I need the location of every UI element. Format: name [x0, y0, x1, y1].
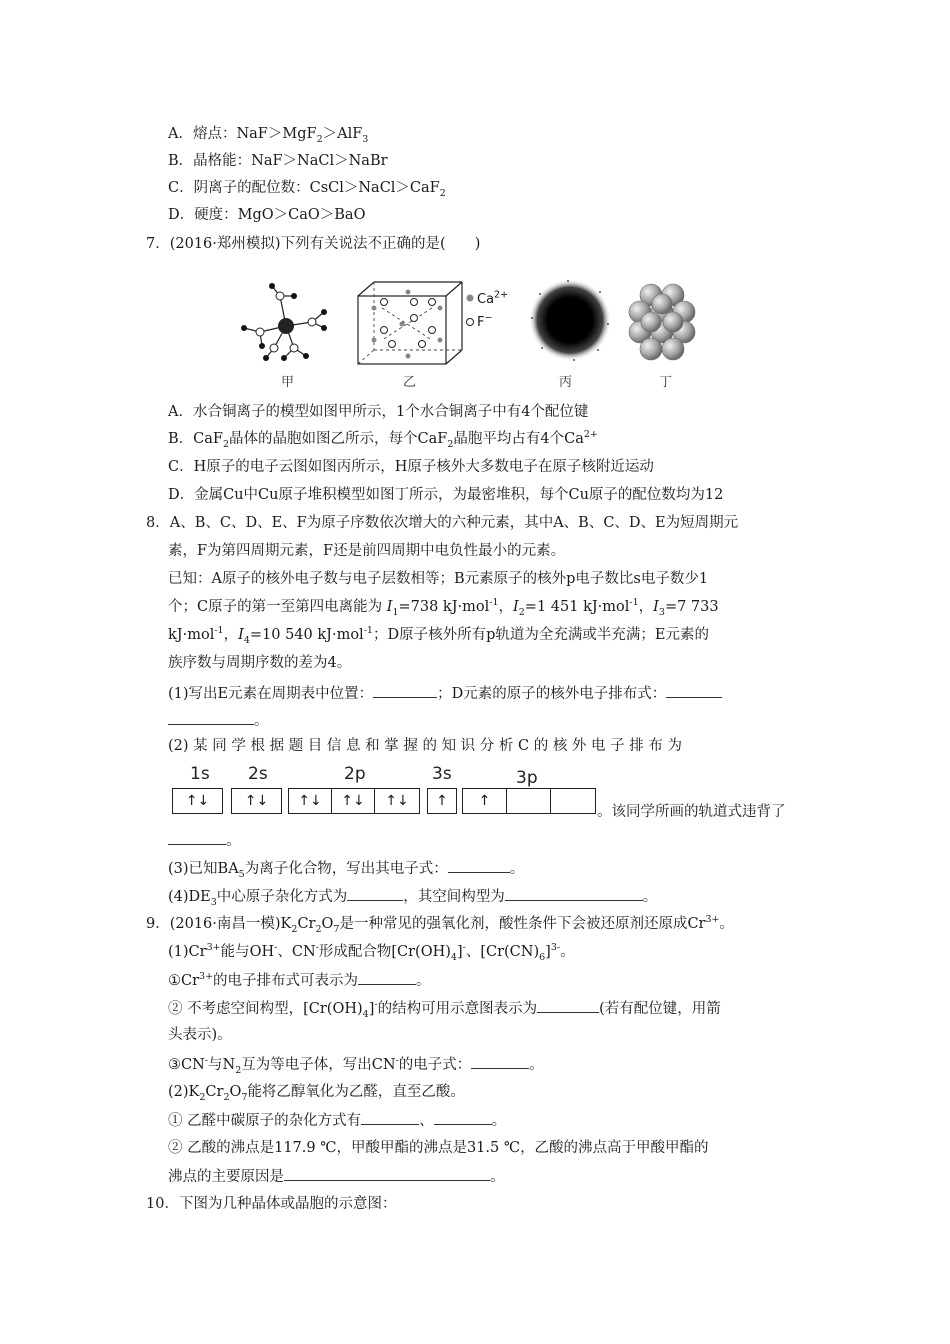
q7-option-c: C．H原子的电子云图如图丙所示，H原子核外大多数电子在原子核附近运动 [168, 459, 654, 475]
orbital-cell: ↑↓ [289, 789, 332, 813]
orbital-box-2s [231, 788, 282, 814]
q9-1-2-cont: 头表示)。 [168, 1027, 232, 1043]
figure-label-ding: 丁 [659, 375, 673, 390]
q8-part-4: $(4)DE_3$中心原子杂化方式为 ，其空间构型为 。 [168, 886, 657, 907]
answer-blank[interactable] [168, 710, 254, 725]
q8-line-5: kJ·mol$^{-1}$，$I_4=10$ 540 kJ·mol$^{-1}$；D原子核外所有p轨道为全充满或半充满；E元素的 [168, 625, 709, 646]
orbital-label-2s: 2s [248, 764, 268, 784]
orbital-label-3p: 3p [516, 768, 538, 788]
legend-f: F− [477, 312, 493, 330]
q9-2-2-cont: 沸点的主要原因是 。 [168, 1166, 505, 1187]
figure-label-bing: 丙 [559, 375, 573, 390]
q8-line-4: 个；C原子的第一至第四电离能为 $I_1=738$ kJ·mol$^{-1}$，$I_2=1$ 451 kJ·mol$^{-1}$，$I_3=7$ 733 [168, 597, 719, 618]
orbital-cell: ↑ [436, 793, 448, 809]
q6-option-c: C．阴离子的配位数：CsCl＞NaCl＞CaF$_2$ [168, 180, 446, 199]
q9-part-1: $(1)Cr^{3+}$能与OH-、CN-形成配合物$[Cr(OH)_4]^-$、$[Cr(CN)_6]^{3-}$。 [168, 942, 575, 963]
answer-blank[interactable] [361, 1110, 419, 1125]
q6-option-d: D．硬度：MgO＞CaO＞BaO [168, 207, 366, 223]
orbital-label-3s: 3s [432, 764, 452, 784]
orbital-box-2p [288, 788, 420, 814]
figure-label-yi: 乙 [403, 375, 417, 390]
q7-stem: 7．(2016·郑州模拟)下列有关说法不正确的是( ) [146, 236, 481, 252]
caf2-unit-cell-figure [352, 278, 467, 368]
q6-option-a: A．熔点：NaF＞MgF$_2$＞AlF$_3$ [168, 126, 369, 145]
figure-label-jia: 甲 [281, 375, 295, 390]
q9-1-3: ③CN-与$N_2$互为等电子体，写出CN-的电子式： 。 [168, 1055, 544, 1076]
answer-blank[interactable] [537, 998, 599, 1013]
answer-blank[interactable] [168, 830, 226, 845]
q8-part-2-cont: 。 [168, 830, 241, 851]
answer-blank[interactable] [448, 858, 510, 873]
legend-ca: $Ca^{2+}$ [477, 289, 509, 307]
close-packing-figure [624, 282, 704, 362]
electron-cloud-figure [528, 278, 612, 362]
orbital-box-3p [462, 788, 596, 814]
answer-blank[interactable] [347, 886, 403, 901]
answer-blank[interactable] [284, 1166, 490, 1181]
q6-option-b: B．晶格能：NaF＞NaCl＞NaBr [168, 153, 388, 169]
answer-blank[interactable] [471, 1054, 529, 1069]
hydrated-copper-ion-figure [236, 276, 336, 366]
q9-1-1: $①Cr^{3+}$的电子排布式可表示为 。 [168, 971, 431, 989]
q9-1-2: ② 不考虑空间构型，$[Cr(OH)_4]^-$的结构可用示意图表示为 (若有配位键，用箭 [168, 999, 721, 1020]
q8-line-6: 族序数与周期序数的差为4。 [168, 655, 352, 671]
answer-blank[interactable] [666, 683, 722, 698]
orbital-label-2p: 2p [344, 764, 366, 784]
q7-option-d: D．金属Cu中Cu原子堆积模型如图丁所示，为最密堆积，每个Cu原子的配位数均为12 [168, 487, 724, 503]
q9-stem: 9．(2016·南昌一模)$K_2Cr_2O_7$是一种常见的强氧化剂，酸性条件下会被还原剂还原成$Cr^{3+}$。 [146, 914, 734, 935]
orbital-box-1s [172, 788, 223, 814]
q10-stem: 10．下图为几种晶体或晶胞的示意图： [146, 1196, 397, 1212]
orbital-cell: ↑ [463, 789, 507, 813]
q8-line-3: 已知：A原子的核外电子数与电子层数相等；B元素原子的核外p电子数比s电子数少1 [168, 571, 709, 587]
q7-option-b: B．CaF$_2$晶体的晶胞如图乙所示，每个CaF$_2$晶胞平均占有4个$Ca^{2+}$ [168, 429, 598, 450]
q8-line-2: 素，F为第四周期元素，F还是前四周期中电负性最小的元素。 [168, 543, 566, 559]
q9-part-2: $(2)K_2Cr_2O_7$能将乙醇氧化为乙醛，直至乙酸。 [168, 1084, 465, 1103]
legend-markers [466, 292, 476, 332]
answer-blank[interactable] [373, 683, 437, 698]
q7-option-a: A．水合铜离子的模型如图甲所示，1个水合铜离子中有4个配位键 [168, 404, 589, 420]
q8-part-2-tail: 。该同学所画的轨道式违背了 [597, 804, 786, 820]
orbital-cell: ↑↓ [185, 793, 210, 809]
q8-line-1: 8．A、B、C、D、E、F为原子序数依次增大的六种元素，其中A、B、C、D、E为短周期元 [146, 515, 739, 531]
orbital-cell: ↑↓ [385, 793, 409, 809]
q9-2-1: ① 乙醛中碳原子的杂化方式有 、 。 [168, 1110, 506, 1131]
answer-blank[interactable] [434, 1110, 492, 1125]
q8-part-1: (1)写出E元素在周期表中位置： ；D元素的原子的核外电子排布式： [168, 683, 722, 704]
orbital-box-3s [427, 788, 457, 814]
orbital-cell: ↑↓ [244, 793, 269, 809]
orbital-cell: ↑↓ [332, 789, 375, 813]
q8-part-1-cont: 。 [168, 710, 269, 731]
answer-blank[interactable] [505, 886, 643, 901]
orbital-cell [551, 789, 595, 813]
q9-2-2: ② 乙酸的沸点是117.9 ℃，甲酸甲酯的沸点是31.5 ℃，乙酸的沸点高于甲酸甲酯的 [168, 1140, 709, 1156]
orbital-label-1s: 1s [190, 764, 210, 784]
orbital-cell [507, 789, 551, 813]
q8-part-2: (2) 某 同 学 根 据 题 目 信 息 和 掌 握 的 知 识 分 析 C 的 核 外 电 子 排 布 为 [168, 738, 682, 754]
q8-part-3: (3)已知$BA_5$为离子化合物，写出其电子式： 。 [168, 858, 524, 879]
answer-blank[interactable] [358, 970, 416, 985]
